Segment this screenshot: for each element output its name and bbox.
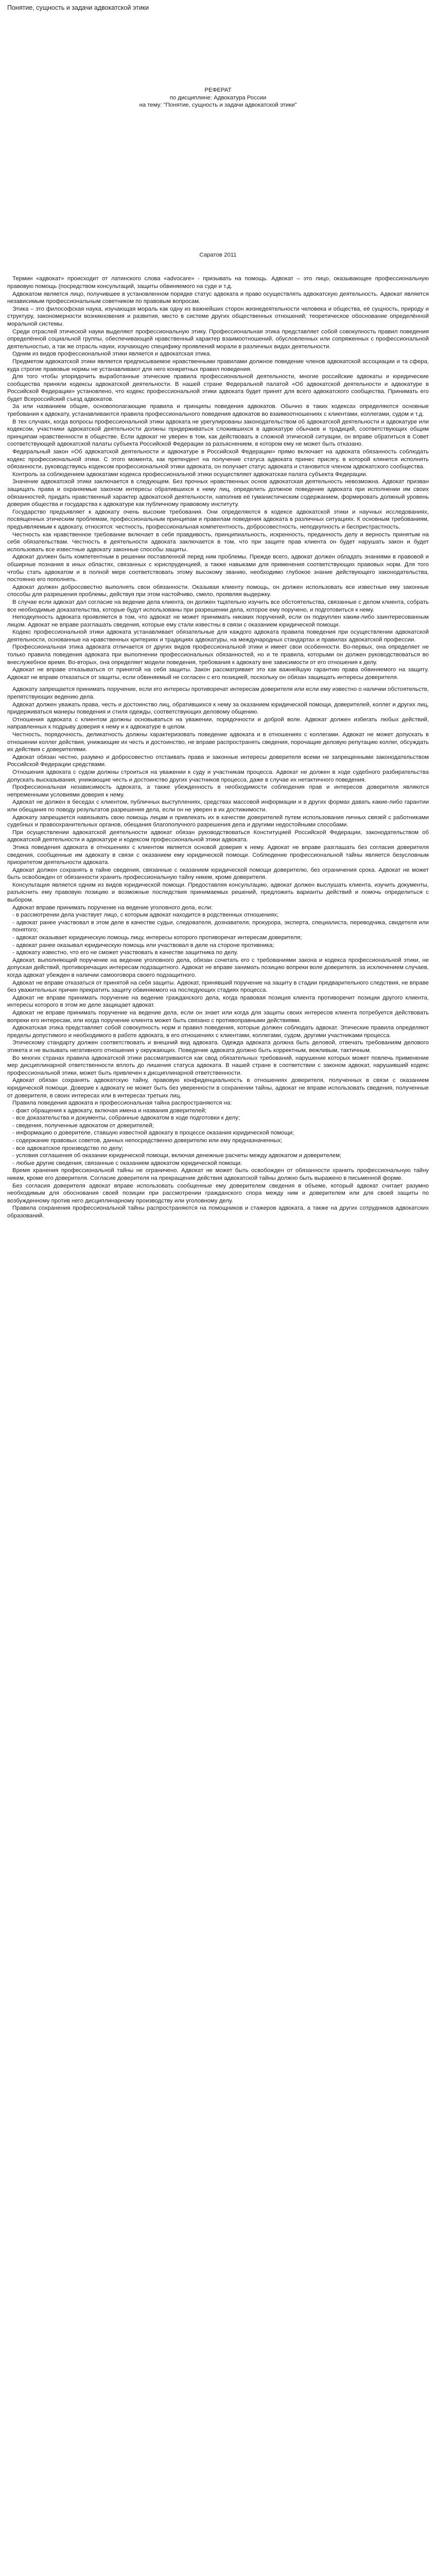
paragraph: Отношения адвоката с судом должны строиться на уважении к суду и участникам процесса. Адвокат не должен в ходе судебного разбирательства допускать высказывания, унижающие честь и достоинство других участников процесса, даже в случае их нетактичного поведения.: [7, 769, 429, 783]
report-discipline: по дисциплине: Адвокатура России: [169, 94, 267, 101]
paragraph: Контроль за соблюдением адвокатами кодекса профессиональной этики осуществляет адвокатская палата субъекта Федерации.: [12, 471, 368, 478]
list-item: - информацию о доверителе, ставшую известной адвокату в процессе оказания юридической помощи;: [12, 1130, 294, 1137]
paragraph: Адвокат не вправе принимать поручение на ведение дела, если он знает или когда для защиты своих интересов клиента потребуется действовать вопреки его интересам, или когда поручение клиента может быть связано с противоправными действиями.: [7, 1009, 429, 1024]
paragraph: Значение адвокатской этики заключается в следующем. Без прочных нравственных основ адвокатская деятельность невозможна. Адвокат призван защищать права и охраняемые законом интересы обратившихся к нему лиц, определить должное поведение адвоката при исполнении им своих обязанностей, придать нравственный характер адвокатской деятельности, наполнив её гуманистическим содержанием, формировать должный уровень доверия общества и государства к адвокатуре как публичному правовому институту.: [7, 479, 429, 508]
list-item: - адвокат оказывает юридическую помощь лицу, интересы которого противоречат интересам доверителя;: [12, 935, 302, 941]
paragraph: В тех случаях, когда вопросы профессиональной этики адвоката не урегулированы законодательством об адвокатской деятельности и адвокатуре или кодексом, участники адвокатской деятельности должны придерживаться сложившихся в адвокатуре обычаев и традиций, соответствующих общим принципам нравственности в обществе. Если адвокат не уверен в том, как действовать в сложной этической ситуации, он вправе обратиться в Совет соответствующей адвокатской палаты субъекта Российской Федерации за разъяснением, в котором ему не может быть отказано.: [7, 418, 429, 448]
paragraph: Адвокат вправе принимать поручение на ведение уголовного дела, если:: [12, 904, 213, 911]
paragraph: Для того чтобы упорядочить выработанные этические правила профессиональной деятельности, многие российские адвокаты и юридические сообщества приняли кодексы адвокатской деятельности. В нашей стране Федеральной палатой «Об адвокатской деятельности и адвокатуре в Российской Федерации» установлено, что кодекс профессиональной этики адвоката будет принят для всего адвокатского сообщества. Принимать его будет Всероссийский съезд адвокатов.: [7, 374, 429, 402]
paragraph: Адвокат, выполняющий поручение на ведение уголовного дела, обязан сочетать его с требованиями закона и кодекса профессиональной этики, не допуская действий, противоречащих интересам подзащитного. Адвокат не вправе занимать позицию вопреки воле доверителя, за исключением случаев, когда адвокат убежден в наличии самооговора своего подзащитного.: [7, 957, 429, 978]
list-item: - содержание правовых советов, данных непосредственно доверителю или ему предназначенных;: [12, 1138, 283, 1144]
page-title: Понятие, сущность и задачи адвокатской этики: [7, 4, 149, 11]
paragraph: Время хранения профессиональной тайны не ограничено. Адвокат не может быть освобожден от обязанности хранить профессиональную тайну никем, кроме его доверителя. Согласие доверителя на прекращение действия адвокатской тайны должно быть выражено в письменной форме.: [7, 1167, 429, 1182]
paragraph: Адвокат обязан сохранять адвокатскую тайну, правовую конфиденциальность в отношениях доверителя, полученных в связи с оказанием юридической помощи. Доверие к адвокату не может быть без уверенности в сохранении тайны, адвокат не вправе использовать сведения, полученные от доверителя, в своих интересах или в интересах третьих лиц.: [7, 1077, 429, 1099]
list-item: - условия соглашения об оказании юридической помощи, включая денежные расчеты между адвокатом и доверителем;: [12, 1153, 342, 1159]
paragraph: Честность, порядочность, деликатность должны характеризовать поведение адвоката и в отношениях с коллегами. Адвокат не может допускать в отношении коллег действия, унижающие их честь и достоинство, не вправе распространять сведения, порочащие деловую репутацию коллег, обсуждать их действия с доверителями.: [7, 732, 429, 753]
paragraph: В случае если адвокат дал согласие на ведение дела клиента, он должен тщательно изучить все обстоятельства, связанные с делом клиента, собрать все необходимые доказательства, которые будут использованы при разрешении дела, которое ему поручено, и подготовиться к нему.: [7, 599, 429, 613]
paragraph: За или названием общие, основополагающие правила и принципы поведения адвокатов. Обычно в таких кодексах определяются основные требования к адвокату, устанавливаются правила профессионального поведения адвокатов во взаимоотношениях с клиентами, коллегами, судом и т.д.: [7, 403, 429, 418]
paragraph: Термин «адвокат» происходит от латинского слова «advocare» - призывать на помощь. Адвокат – это лицо, оказывающее профессиональную правовую помощь (посредством консультаций, защиты обвиняемого на суде и т.д.: [7, 276, 429, 290]
paragraph: Правила сохранения профессиональной тайны распространяются на помощников и стажеров адвоката, а также на других сотрудников адвокатских образований.: [7, 1205, 429, 1219]
paragraph: Среди отраслей этической науки выделяют профессиональную этику. Профессиональная этика представляет собой совокупность правил поведения определённой социальной группы, обеспечивающей нравственный характер взаимоотношений, обусловленных или сопряженных с профессиональной деятельностью, а так же отрасль науки, изучающую специфику проявлений морали в различных видах деятельности.: [7, 328, 429, 350]
list-item: - адвокат ранее участвовал в этом деле в качестве судьи, следователя, дознавателя, прокурора, эксперта, специалиста, переводчика, свидетеля или понятого;: [12, 919, 429, 934]
list-item: - любые другие сведения, связанные с оказанием адвокатом юридической помощи.: [12, 1160, 242, 1166]
paragraph: Консультация является одним из видов юридической помощи. Предоставляя консультацию, адвокат должен выслушать клиента, изучить документы, разъяснить ему правовую позицию и возможные последствия принимаемых решений, предложить варианты действий и помочь определиться с выбором.: [7, 882, 429, 904]
paragraph: При осуществлении адвокатской деятельности адвокат обязан руководствоваться Конституцией Российской Федерации, законодательством об адвокатской деятельности и адвокатуре и кодексом профессиональной этики адвоката.: [7, 829, 429, 843]
body-text: [7, 275, 429, 1219]
paragraph: Адвокат не вправе отказываться от принятой на себя защиты. Закон рассматривает это как важнейшую гарантию права обвиняемого на защиту. Адвокат не вправе отказаться от защиты, если обвиняемый не согласен с его позицией, поскольку он обязан защищать интересы доверителя.: [7, 667, 429, 681]
paragraph: Профессиональная независимость адвоката, а также убежденность в необходимости соблюдения прав и интересов доверителя являются непременными условиями доверия к нему.: [7, 784, 429, 798]
list-item: - сведения, полученные адвокатом от доверителей;: [12, 1122, 154, 1129]
paragraph: Адвокат должен уважать права, честь и достоинство лиц, обратившихся к нему за оказанием юридической помощи, доверителей, коллег и других лиц, придерживаться манеры поведения и стиля одежды, соответствующих деловому общению.: [7, 701, 429, 716]
list-item: - адвокату известно, что его не сможет участвовать в качестве защитника по делу.: [12, 950, 238, 956]
paragraph: Адвокатом является лицо, получившее в установленном порядке статус адвоката и право осуществлять адвокатскую деятельность. Адвокат является независимым профессиональным советником по правовым вопросам.: [7, 291, 429, 305]
paragraph: Адвокат не вправе отказаться от принятой на себя защиты. Адвокат, принявший поручение на защиту в стадии предварительного следствия, не вправе без уважительных причин прекратить защиту обвиняемого на последующих стадиях процесса.: [7, 979, 429, 994]
paragraph: Неподкупность адвоката проявляется в том, что адвокат не может принимать никаких поручений, если он подкуплен каким-либо заинтересованным лицом. Адвокат не вправе разглашать сведения, которые ему стали известны в связи с оказанием юридической помощи.: [7, 614, 429, 628]
paragraph: Этика – это философская наука, изучающая мораль как одну из важнейших сторон жизнедеятельности человека и общества, её сущность, природу и структуру, закономерности возникновения и развития, место в системе других общественных отношений; теоретическое обоснование определённой моральной системы.: [7, 306, 429, 327]
paragraph: Федеральный закон «Об адвокатской деятельности и адвокатуре в Российской Федерации» прямо включает на адвоката обязанность соблюдать кодекс профессиональной этики. С этого момента, как претендент на получение статуса адвоката принес присягу, в которой клянется исполнять обязанности, руководствуясь кодексом профессиональной этики адвоката, он получает статус адвоката и становится членом адвокатского сообщества.: [7, 449, 429, 470]
paragraph: Одним из видов профессиональной этики является и адвокатская этика.: [12, 351, 212, 358]
paragraph: Правила поведения адвоката и профессиональная тайна распространяются на:: [12, 1100, 232, 1107]
title-spacer: [7, 14, 429, 87]
list-item: - все доказательства и документы, собранные адвокатом в ходе подготовки к делу;: [12, 1115, 240, 1122]
paragraph: Профессиональная этика адвоката отличается от других видов профессиональной этики и имеет свои особенности. Во-первых, она определяет не только правила поведения адвоката при выполнении профессиональных обязанностей, но и те правила, которыми он должен руководствоваться во внеслужебное время. Во-вторых, она определяет модели поведения, требования к адвокату вне зависимости от его отношения к делу.: [7, 644, 429, 666]
report-label: РЕФЕРАТ: [204, 87, 232, 93]
list-item: - адвокат ранее оказывал юридическую помощь или участвовал в деле на стороне противника;: [12, 942, 274, 948]
paragraph: Адвокату запрещается навязывать свою помощь лицам и привлекать их в качестве доверителей путем использования личных связей с работниками судебных и правоохранительных органов, обещания благополучного разрешения дела и другими недостойными способами.: [7, 814, 429, 828]
paragraph: Без согласия доверителя адвокат вправе использовать сообщенные ему доверителем сведения в объеме, который адвокат считает разумно необходимым для обоснования своей позиции при рассмотрении гражданского спора между ним и доверителем или для своей защиты по возбужденному против него дисциплинарному производству или уголовному делу.: [7, 1182, 429, 1204]
list-item: - факт обращения к адвокату, включая имена и названия доверителей;: [12, 1107, 207, 1114]
body-spacer: [7, 259, 429, 275]
list-item: - все адвокатское производство по делу;: [12, 1145, 124, 1151]
paragraph: Адвокатская этика представляет собой совокупность норм и правил поведения, которые должен соблюдать адвокат. Этические правила определяют пределы допустимого и необходимого в работе адвоката, в его отношениях с клиентами, коллегами, судом, другими участниками процесса.: [7, 1025, 429, 1039]
report-city-year: Саратов 2011: [199, 251, 237, 258]
cover-spacer: [7, 109, 429, 251]
paragraph: Этическому стандарту должен соответствовать и внешний вид адвоката. Одежда адвоката должна быть деловой, отвечать требованиям делового этикета и не вызывать негативного отношения у окружающих. Поведение адвоката должно быть корректным, вежливым, тактичным.: [7, 1040, 429, 1054]
paragraph: Кодекс профессиональной этики адвоката устанавливает обязательные для каждого адвоката правила поведения при осуществлении адвокатской деятельности, основанные на нравственных критериях и традициях адвокатуры, на международных стандартах и правилах адвокатской профессии.: [7, 629, 429, 643]
paragraph: Во многих странах правила адвокатской этики рассматриваются как свод обязательных требований, нарушение которых может повлечь применение мер дисциплинарной ответственности вплоть до лишения статуса адвоката. В нашей стране в соответствии с законом адвокат, нарушивший кодекс профессиональной этики, может быть привлечен к дисциплинарной ответственности.: [7, 1055, 429, 1076]
report-topic: на тему: "Понятие, сущность и задачи адвокатской этики": [139, 102, 297, 109]
paragraph: Отношения адвоката с клиентом должны основываться на уважении, порядочности и доброй воле. Адвокат должен избегать любых действий, направленных к подрыву доверия к нему и к адвокатуре в целом.: [7, 716, 429, 731]
paragraph: Адвокат должен сохранять в тайне сведения, связанные с оказанием юридической помощи доверителю, без ограничения срока. Адвокат не может быть освобожден от обязанности хранить профессиональную тайну никем, кроме доверителя.: [7, 867, 429, 881]
list-item: - в рассмотрении дела участвует лицо, с которым адвокат находится в родственных отношениях;: [12, 912, 279, 919]
paragraph: Адвокат должен быть компетентным в решении поставленной перед ним проблемы. Прежде всего, адвокат должен обладать знаниями в правовой и обширные познания в иных областях, связанных с юриспруденцией, а также навыками для применения соответствующих правовых норм. Для того чтобы стать адвокатом и в полной мере соответствовать этому высокому званию, необходимо глубокое знание действующего законодательства, постоянно его пополнять.: [7, 554, 429, 583]
paragraph: Государство предъявляет к адвокату очень высокие требования. Они определяются в кодексе адвокатской этики и научных исследованиях, посвященных этическим проблемам, профессиональным принципам и правилам поведения адвоката в различных ситуациях. К основным требованиям, предъявляемым к адвокату, относятся: честность, профессиональная компетентность, добросовестность, неподкупность и беспристрастность.: [7, 509, 429, 530]
paragraph: Адвокат не вправе принимать поручение на ведение гражданского дела, когда правовая позиция клиента противоречит позиции другого клиента, интересы которого в этом же деле защищает адвокат.: [7, 994, 429, 1009]
paragraph: Адвокат должен добросовестно выполнять свои обязанности. Оказывая клиенту помощь, он должен использовать все известные ему законные способы для разрешения проблемы, действуя при этом настойчиво, смело, проявляя выдержку.: [7, 584, 429, 598]
paragraph: Предметом адвокатской этики является предписываемое нравственными правилами должное поведение членов адвокатской ассоциации и та сфера, куда строгие правовые нормы не устанавливают для него конкретных правил поведения.: [7, 358, 429, 372]
paragraph: Адвокат обязан честно, разумно и добросовестно отстаивать права и законные интересы доверителя всеми не запрещенными законодательством Российской Федерации средствами.: [7, 754, 429, 768]
paragraph: Этика поведения адвоката в отношениях с клиентом является основой доверия к нему. Адвокат не вправе разглашать без согласия доверителя сведения, сообщенные им адвокату в связи с оказанием ему юридической помощи. Соблюдение профессиональной тайны является безусловным приоритетом деятельности адвоката.: [7, 844, 429, 866]
paragraph: Адвокат не должен в беседах с клиентом, публичных выступлениях, средствах массовой информации и в других формах давать какие-либо гарантии или обещания по поводу результатов разрешения дела, если он не уверен в их достижимости.: [7, 799, 429, 813]
paragraph: Адвокату запрещается принимать поручение, если его интересы противоречат интересам доверителя или если ему известно о наличии обстоятельств, препятствующих ведению дела.: [7, 686, 429, 701]
paragraph: Честность как нравственное требование включает в себя правдивость, принципиальность, искренность, преданность делу и верность принятым на себя обязательствам. Честность в деятельности адвоката заключается в том, что при защите прав клиента он будет нарушать закон и будет использовать все известные адвокату законные способы защиты.: [7, 531, 429, 553]
